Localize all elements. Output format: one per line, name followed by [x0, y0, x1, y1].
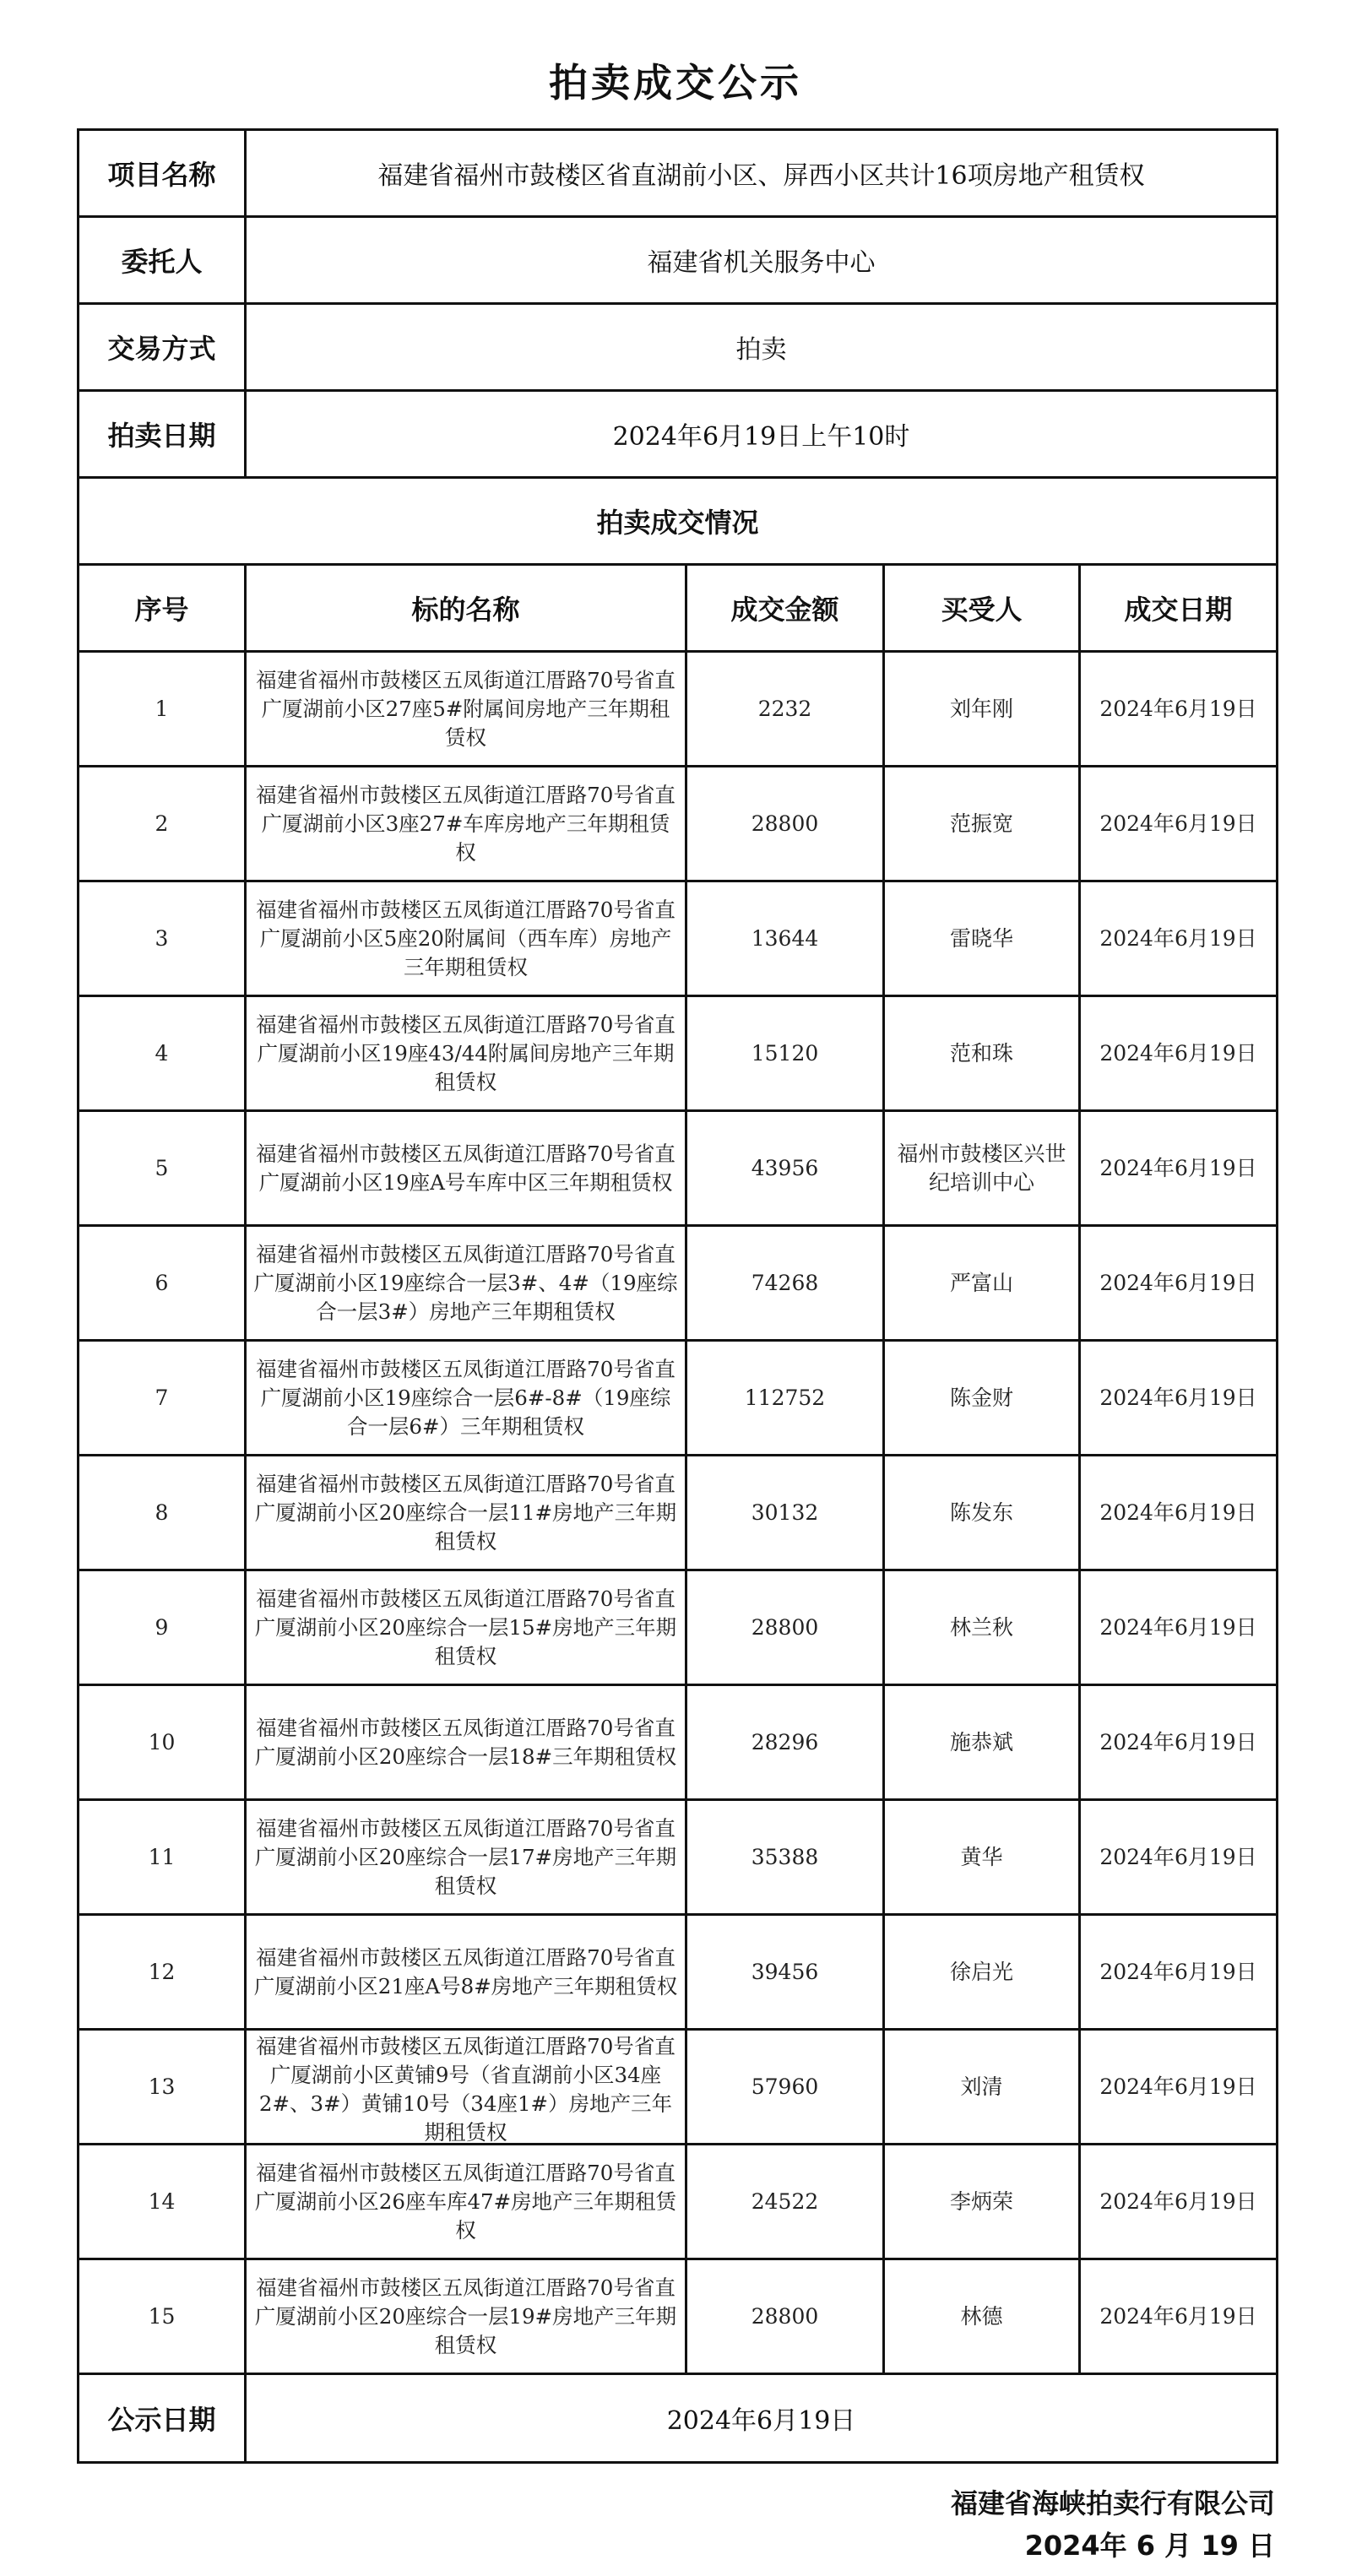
row-buyer: 陈金财: [884, 1341, 1080, 1456]
row-amount: 24522: [686, 2145, 884, 2259]
table-row: [79, 881, 1278, 996]
project-row: [79, 130, 1278, 217]
row-no: 5: [79, 1111, 246, 1226]
row-name: 福建省福州市鼓楼区五凤街道江厝路70号省直广厦湖前小区5座20附属间（西车库）房地产三年期租赁权: [246, 881, 686, 996]
row-buyer: 徐启光: [884, 1915, 1080, 2030]
row-no: 15: [79, 2259, 246, 2374]
table-row: [79, 1570, 1278, 1685]
row-date: 2024年6月19日: [1080, 2145, 1278, 2259]
row-date: 2024年6月19日: [1080, 1226, 1278, 1341]
client-value: 福建省机关服务中心: [246, 217, 1278, 304]
row-buyer: 范振宽: [884, 767, 1080, 881]
row-no: 2: [79, 767, 246, 881]
auction-result-table: [77, 128, 1278, 2464]
row-date: 2024年6月19日: [1080, 1456, 1278, 1570]
row-name: 福建省福州市鼓楼区五凤街道江厝路70号省直广厦湖前小区20座综合一层19#房地产三年期租赁权: [246, 2259, 686, 2374]
row-date: 2024年6月19日: [1080, 996, 1278, 1111]
row-no: 4: [79, 996, 246, 1111]
row-name: 福建省福州市鼓楼区五凤街道江厝路70号省直广厦湖前小区3座27#车库房地产三年期租赁权: [246, 767, 686, 881]
row-amount: 28800: [686, 2259, 884, 2374]
row-no: 10: [79, 1685, 246, 1800]
row-name: 福建省福州市鼓楼区五凤街道江厝路70号省直广厦湖前小区19座A号车库中区三年期租赁权: [246, 1111, 686, 1226]
row-date: 2024年6月19日: [1080, 652, 1278, 767]
table-row: [79, 1915, 1278, 2030]
row-buyer: 林德: [884, 2259, 1080, 2374]
row-no: 3: [79, 881, 246, 996]
row-date: 2024年6月19日: [1080, 2030, 1278, 2145]
row-no: 9: [79, 1570, 246, 1685]
row-buyer: 刘年刚: [884, 652, 1080, 767]
column-header-row: [79, 565, 1278, 652]
column-header-amount: 成交金额: [686, 565, 884, 652]
table-row: [79, 1456, 1278, 1570]
row-amount: 74268: [686, 1226, 884, 1341]
row-no: 12: [79, 1915, 246, 2030]
notice-date-value: 2024年6月19日: [246, 2374, 1278, 2463]
table-row: [79, 767, 1278, 881]
column-header-date: 成交日期: [1080, 565, 1278, 652]
row-amount: 2232: [686, 652, 884, 767]
table-row: [79, 2145, 1278, 2259]
row-no: 8: [79, 1456, 246, 1570]
row-amount: 43956: [686, 1111, 884, 1226]
row-amount: 28800: [686, 767, 884, 881]
notice-date-row: [79, 2374, 1278, 2463]
signature-date: 2024年 6 月 19 日: [1024, 2530, 1275, 2562]
table-row: [79, 1800, 1278, 1915]
row-date: 2024年6月19日: [1080, 2259, 1278, 2374]
row-buyer: 严富山: [884, 1226, 1080, 1341]
row-amount: 39456: [686, 1915, 884, 2030]
auction-date-value: 2024年6月19日上午10时: [246, 391, 1278, 478]
row-name: 福建省福州市鼓楼区五凤街道江厝路70号省直广厦湖前小区26座车库47#房地产三年期租赁权: [246, 2145, 686, 2259]
row-amount: 112752: [686, 1341, 884, 1456]
row-amount: 28296: [686, 1685, 884, 1800]
method-value: 拍卖: [246, 304, 1278, 391]
column-header-no: 序号: [79, 565, 246, 652]
row-date: 2024年6月19日: [1080, 1341, 1278, 1456]
table-row: [79, 2259, 1278, 2374]
column-header-name: 标的名称: [246, 565, 686, 652]
row-name: 福建省福州市鼓楼区五凤街道江厝路70号省直广厦湖前小区21座A号8#房地产三年期租赁权: [246, 1915, 686, 2030]
row-amount: 30132: [686, 1456, 884, 1570]
row-name: 福建省福州市鼓楼区五凤街道江厝路70号省直广厦湖前小区27座5#附属间房地产三年期租赁权: [246, 652, 686, 767]
row-no: 14: [79, 2145, 246, 2259]
row-date: 2024年6月19日: [1080, 1685, 1278, 1800]
row-amount: 35388: [686, 1800, 884, 1915]
table-row: [79, 652, 1278, 767]
row-no: 13: [79, 2030, 246, 2145]
table-row: [79, 996, 1278, 1111]
row-date: 2024年6月19日: [1080, 1570, 1278, 1685]
row-amount: 57960: [686, 2030, 884, 2145]
auction-date-label: 拍卖日期: [79, 391, 246, 478]
table-row: [79, 1341, 1278, 1456]
method-row: [79, 304, 1278, 391]
section-title-row: [79, 478, 1278, 565]
row-buyer: 李炳荣: [884, 2145, 1080, 2259]
row-name: 福建省福州市鼓楼区五凤街道江厝路70号省直广厦湖前小区20座综合一层18#三年期租赁权: [246, 1685, 686, 1800]
table-row: [79, 1226, 1278, 1341]
table-row: [79, 1685, 1278, 1800]
row-buyer: 刘清: [884, 2030, 1080, 2145]
row-buyer: 林兰秋: [884, 1570, 1080, 1685]
section-title: 拍卖成交情况: [79, 478, 1278, 565]
row-name: 福建省福州市鼓楼区五凤街道江厝路70号省直广厦湖前小区20座综合一层11#房地产三年期租赁权: [246, 1456, 686, 1570]
client-row: [79, 217, 1278, 304]
row-name: 福建省福州市鼓楼区五凤街道江厝路70号省直广厦湖前小区19座综合一层3#、4#（19座综合一层3#）房地产三年期租赁权: [246, 1226, 686, 1341]
row-buyer: 雷晓华: [884, 881, 1080, 996]
row-no: 11: [79, 1800, 246, 1915]
row-buyer: 福州市鼓楼区兴世纪培训中心: [884, 1111, 1080, 1226]
row-buyer: 施恭斌: [884, 1685, 1080, 1800]
column-header-buyer: 买受人: [884, 565, 1080, 652]
row-buyer: 陈发东: [884, 1456, 1080, 1570]
row-name: 福建省福州市鼓楼区五凤街道江厝路70号省直广厦湖前小区20座综合一层15#房地产三年期租赁权: [246, 1570, 686, 1685]
method-label: 交易方式: [79, 304, 246, 391]
row-buyer: 黄华: [884, 1800, 1080, 1915]
row-date: 2024年6月19日: [1080, 1915, 1278, 2030]
page-title: 拍卖成交公示: [549, 60, 802, 106]
row-date: 2024年6月19日: [1080, 1111, 1278, 1226]
table-row: [79, 2030, 1278, 2145]
project-value: 福建省福州市鼓楼区省直湖前小区、屏西小区共计16项房地产租赁权: [246, 130, 1278, 217]
notice-date-label: 公示日期: [79, 2374, 246, 2463]
row-no: 6: [79, 1226, 246, 1341]
table-row: [79, 1111, 1278, 1226]
row-name: 福建省福州市鼓楼区五凤街道江厝路70号省直广厦湖前小区19座综合一层6#-8#（19座综合一层6#）三年期租赁权: [246, 1341, 686, 1456]
row-name: 福建省福州市鼓楼区五凤街道江厝路70号省直广厦湖前小区黄铺9号（省直湖前小区34座2#、3#）黄铺10号（34座1#）房地产三年期租赁权: [246, 2030, 686, 2145]
row-buyer: 范和珠: [884, 996, 1080, 1111]
row-amount: 13644: [686, 881, 884, 996]
row-name: 福建省福州市鼓楼区五凤街道江厝路70号省直广厦湖前小区19座43/44附属间房地产三年期租赁权: [246, 996, 686, 1111]
row-name: 福建省福州市鼓楼区五凤街道江厝路70号省直广厦湖前小区20座综合一层17#房地产三年期租赁权: [246, 1800, 686, 1915]
row-amount: 28800: [686, 1570, 884, 1685]
project-label: 项目名称: [79, 130, 246, 217]
row-date: 2024年6月19日: [1080, 1800, 1278, 1915]
row-amount: 15120: [686, 996, 884, 1111]
row-date: 2024年6月19日: [1080, 767, 1278, 881]
client-label: 委托人: [79, 217, 246, 304]
row-date: 2024年6月19日: [1080, 881, 1278, 996]
auction-date-row: [79, 391, 1278, 478]
signature-block: [844, 2482, 1275, 2567]
row-no: 1: [79, 652, 246, 767]
company-name: 福建省海峡拍卖行有限公司: [950, 2487, 1275, 2519]
row-no: 7: [79, 1341, 246, 1456]
